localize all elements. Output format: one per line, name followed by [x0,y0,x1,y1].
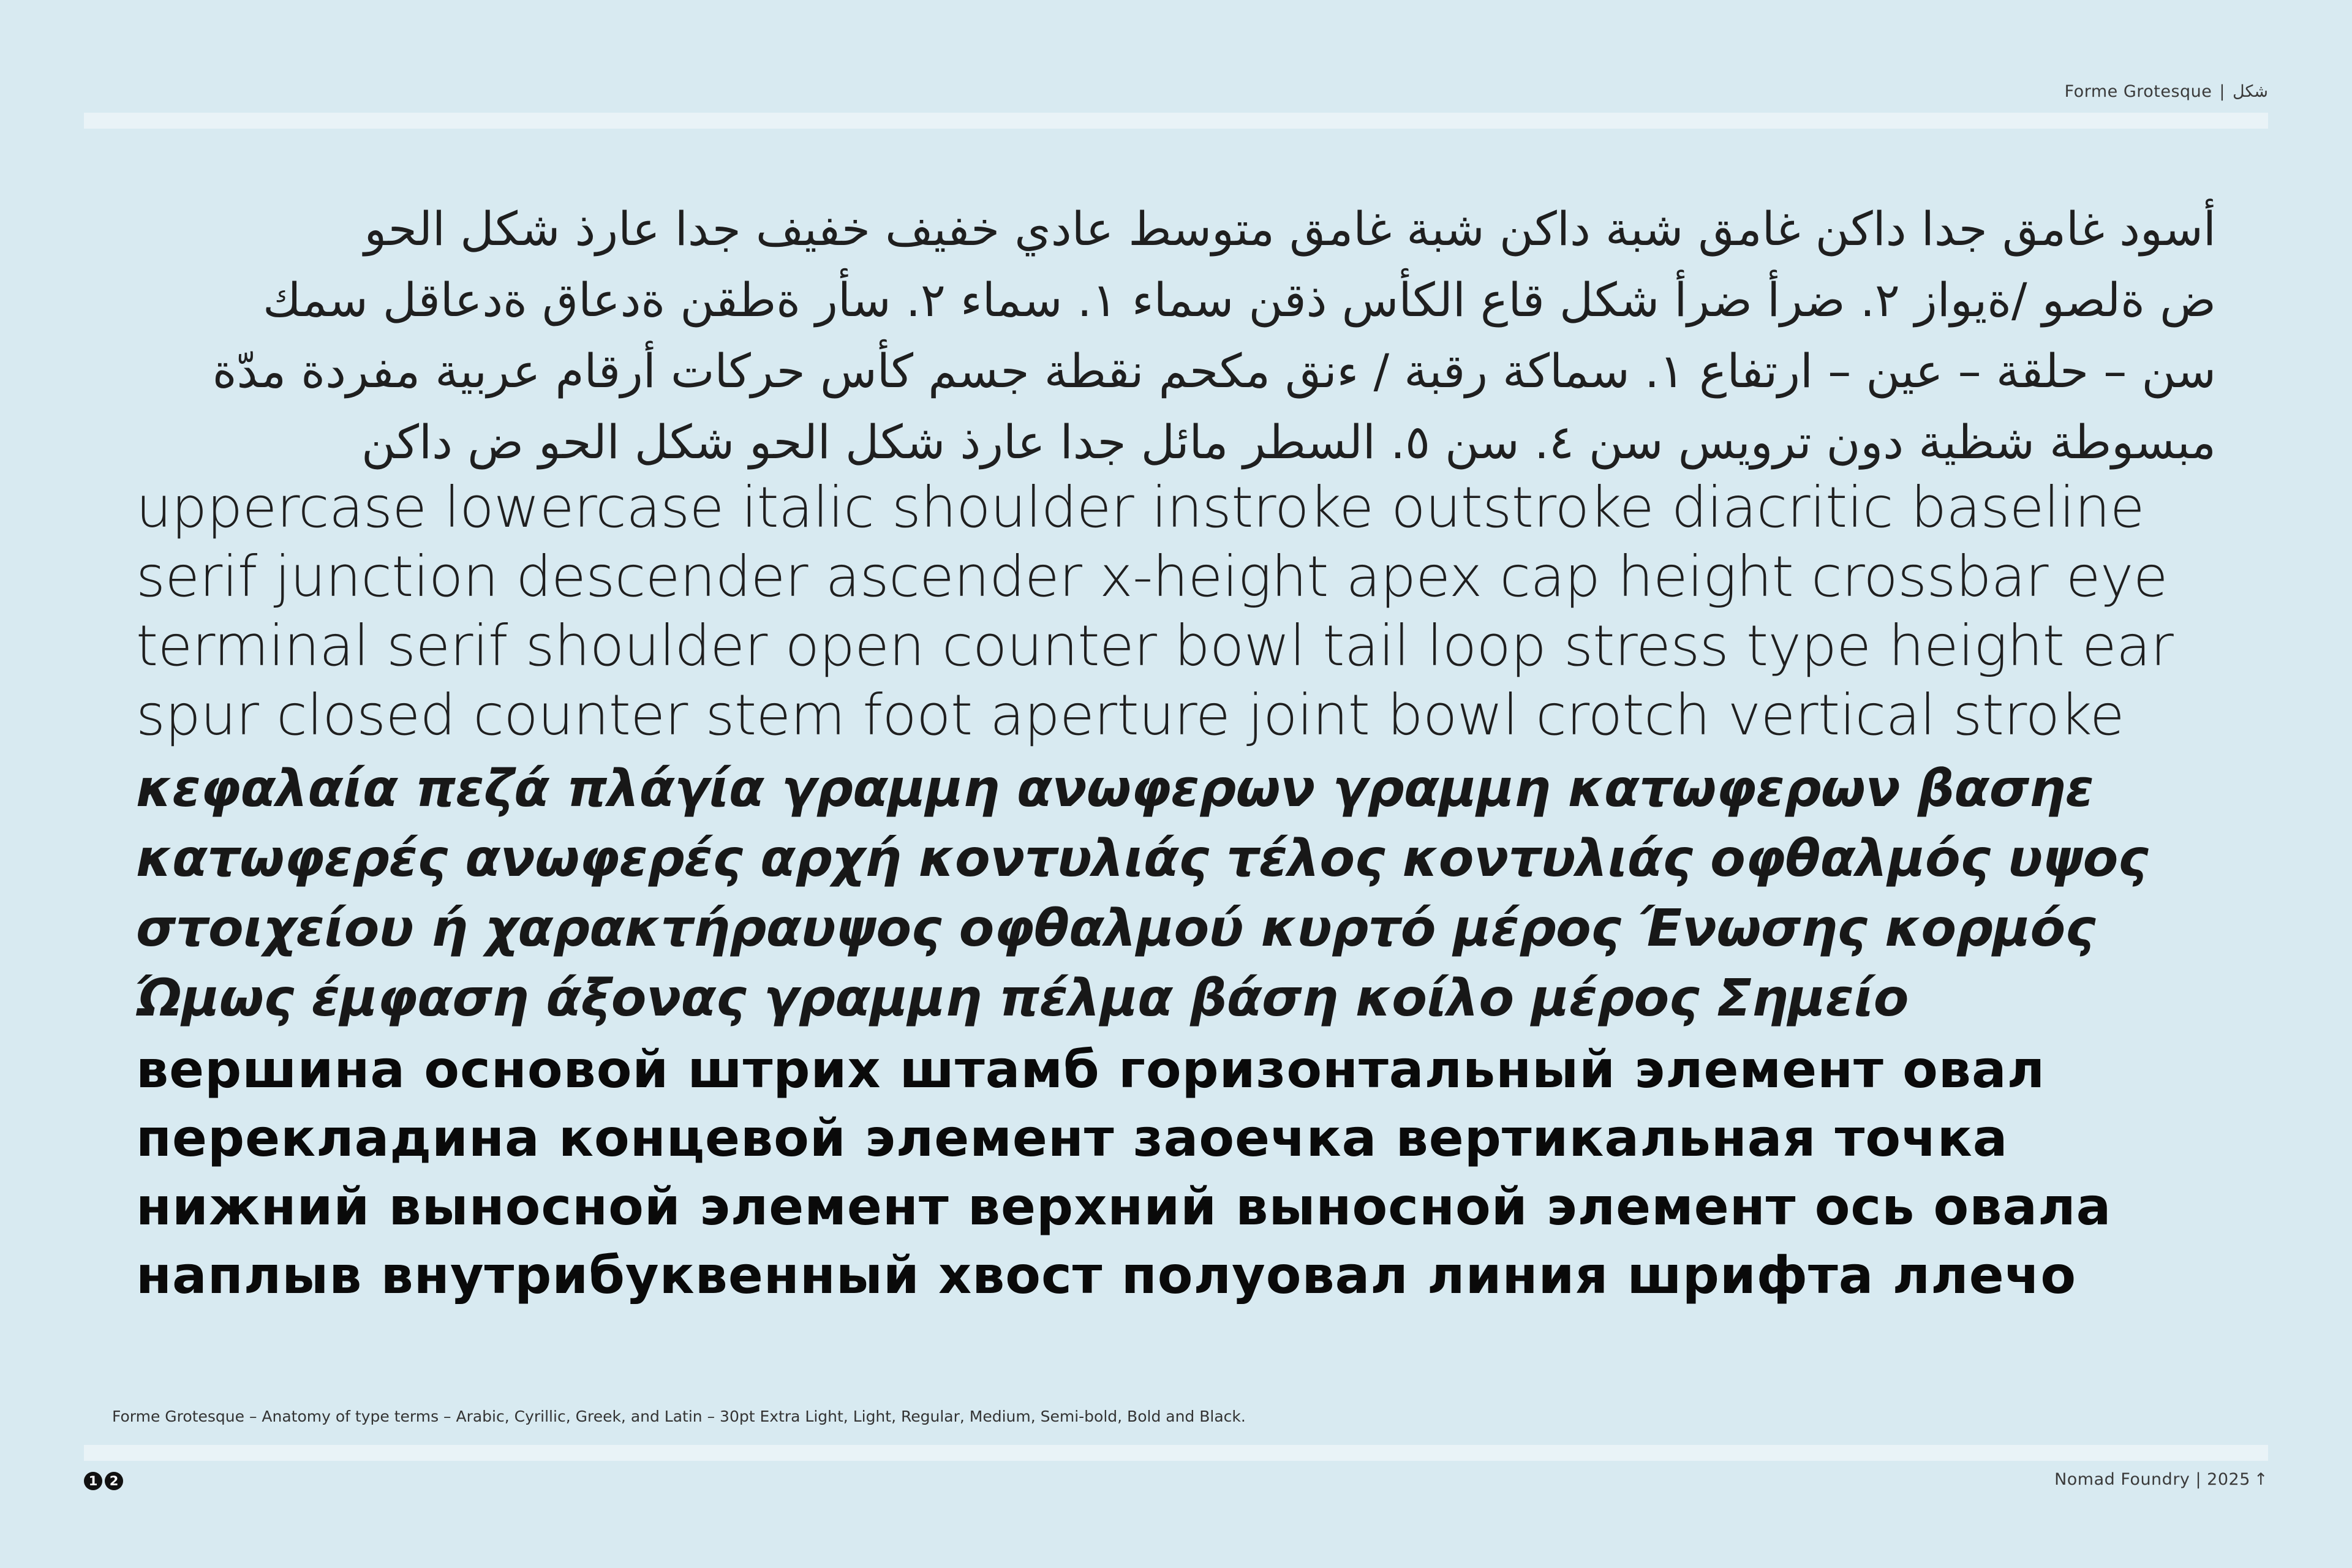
latin-block [136,473,2267,750]
arabic-line: ض ةلصو /ةيواز ٢. ضرأ ضرأ شكل قاع الكأس ذقن سماء ١. سماء ٢. سأر ةطقن ةدعاق ةدعاقل سمك [263,273,2216,327]
page-badges [84,1472,123,1490]
bottom-divider [84,1445,2268,1461]
greek-line: Ώμως έμφαση άξονας γραμμη πέλμα βάση κοίλο μέρος Σημείο [136,968,1909,1028]
footer-credit-text: Nomad Foundry | 2025 [2054,1470,2250,1489]
header-font-name: Forme Grotesque [2064,82,2212,101]
latin-line: terminal serif shoulder open counter bowl tail loop stress type height ear [136,613,2174,679]
specimen-caption: Forme Grotesque – Anatomy of type terms – Arabic, Cyrillic, Greek, and Latin – 30pt Extra Light, Light, Regular, Medium, Semi-bold, Bold and Black. [112,1408,1246,1425]
cyrillic-line: перекладина концевой элемент заоечка вертикальная точка [136,1108,2008,1168]
cyrillic-line: нижний выносной элемент верхний выносной элемент ось овала [136,1177,2112,1237]
latin-line: spur closed counter stem foot aperture joint bowl crotch vertical stroke [136,682,2125,748]
header-separator: | [2219,82,2226,101]
arabic-block [136,194,2216,478]
header-font-label [2065,82,2268,101]
greek-line: κεφαλαία πεζά πλάγία γραμμη ανωφερων γραμμη κατωφερων βασηε [136,758,2094,818]
latin-line: uppercase lowercase italic shoulder instroke outstroke diacritic baseline [136,475,2144,540]
cyrillic-line: наплыв внутрибуквенный хвост полуовал линия шрифта ллечо [136,1245,2077,1305]
type-specimen [136,194,2267,1310]
greek-line: κατωφερές ανωφερές αρχή κοντυλιάς τέλος κοντυλιάς οφθαλμός υψος [136,828,2149,888]
top-divider [84,113,2268,129]
arabic-line: سن – حلقة – عين – ارتفاع ١. سماكة رقبة / ءنق مكحم نقطة جسم كأس حركات أرقام عربية مفردة مدّة [212,344,2216,398]
page-badge-1: 1 [84,1472,102,1490]
arabic-line: مبسوطة شظية دون ترويس سن ٤. سن ٥. السطر مائل جدا عارذ شكل الحو شكل الحو ض داكن [361,415,2216,469]
arabic-line: أسود غامق جدا داكن غامق شبة داكن شبة غامق متوسط عادي خفيف خفيف جدا عارذ شكل الحو [364,202,2216,256]
arrow-up-icon[interactable]: ↑ [2253,1470,2268,1489]
latin-line: serif junction descender ascender x-height apex cap height crossbar eye [136,544,2168,609]
page-badge-2: 2 [105,1472,123,1490]
footer-credit [2054,1470,2268,1489]
header-arabic-name: شكل [2233,82,2268,101]
cyrillic-line: вершина основой штрих штамб горизонтальный элемент овал [136,1039,2046,1099]
greek-line: στοιχείου ή χαρακτήραυψος οφθαλμού κυρτό μέρος Ένωσης κορμός [136,898,2096,958]
greek-block [136,753,2267,1033]
cyrillic-block [136,1035,2267,1310]
